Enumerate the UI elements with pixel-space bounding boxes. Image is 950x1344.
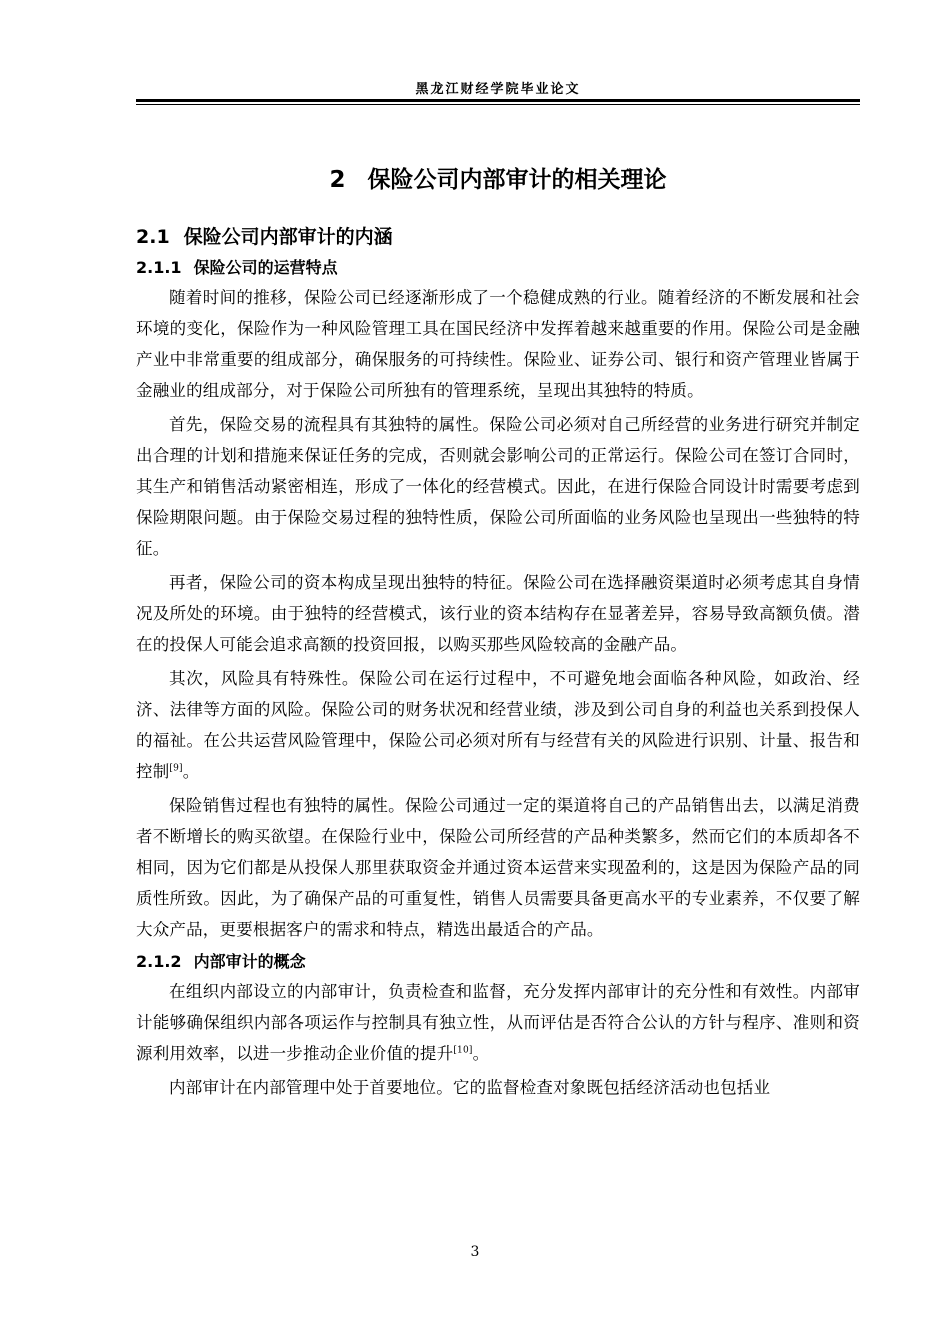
subsection-number: 2.1.2 bbox=[136, 952, 182, 971]
citation-marker[interactable]: [9] bbox=[169, 763, 183, 774]
chapter-number: 2 bbox=[329, 167, 346, 193]
header-rule-thick bbox=[136, 99, 860, 102]
body-paragraph: 随着时间的推移，保险公司已经逐渐形成了一个稳健成熟的行业。随着经济的不断发展和社会环境的变化，保险作为一种风险管理工具在国民经济中发挥着越来越重要的作用。保险公司是金融产业中非常重要的组成部分，确保服务的可持续性。保险业、证券公司、银行和资产管理业皆属于金融业的组成部分，对于保险公司所独有的管理系统，呈现出其独特的特质。 bbox=[136, 288, 860, 400]
paragraph-end: 。 bbox=[472, 1044, 490, 1063]
paragraph-text: 其次，风险具有特殊性。保险公司在运行过程中，不可避免地会面临各种风险，如政治、经济、法律等方面的风险。保险公司的财务状况和经营业绩，涉及到公司自身的利益也关系到投保人的福祉。在公共运营风险管理中，保险公司必须对所有与经营有关的风险进行识别、计量、报告和控制 bbox=[136, 669, 860, 781]
page-content bbox=[136, 158, 860, 1106]
subsection-heading-2-1-2 bbox=[136, 948, 860, 976]
subsection-number: 2.1.1 bbox=[136, 258, 182, 277]
subsection-title: 内部审计的概念 bbox=[193, 952, 306, 971]
body-paragraph: 内部审计在内部管理中处于首要地位。它的监督检查对象既包括经济活动也包括业 bbox=[169, 1078, 771, 1097]
chapter-title: 保险公司内部审计的相关理论 bbox=[367, 167, 667, 193]
citation-marker[interactable]: [10] bbox=[453, 1045, 473, 1056]
header-rule-thin bbox=[136, 104, 860, 105]
body-paragraph bbox=[136, 663, 860, 787]
subsection-heading-2-1-1 bbox=[136, 254, 860, 282]
body-paragraph: 再者，保险公司的资本构成呈现出独特的特征。保险公司在选择融资渠道时必须考虑其自身情况及所处的环境。由于独特的经营模式，该行业的资本结构存在显著差异，容易导致高额负债。潜在的投保人可能会追求高额的投资回报，以购买那些风险较高的金融产品。 bbox=[136, 573, 860, 654]
subsection-title: 保险公司的运营特点 bbox=[193, 258, 338, 277]
body-paragraph bbox=[136, 976, 860, 1069]
section-title: 保险公司内部审计的内涵 bbox=[183, 226, 393, 248]
running-header: 黑龙江财经学院毕业论文 bbox=[415, 82, 581, 97]
body-paragraph: 首先，保险交易的流程具有其独特的属性。保险公司必须对自己所经营的业务进行研究并制定出合理的计划和措施来保证任务的完成，否则就会影响公司的正常运行。保险公司在签订合同时，其生产和销售活动紧密相连，形成了一体化的经营模式。因此，在进行保险合同设计时需要考虑到保险期限问题。由于保险交易过程的独特性质，保险公司所面临的业务风险也呈现出一些独特的特征。 bbox=[136, 415, 860, 558]
paragraph-end: 。 bbox=[182, 762, 200, 781]
page-number: 3 bbox=[470, 1244, 480, 1260]
chapter-heading bbox=[136, 158, 860, 202]
section-number: 2.1 bbox=[136, 226, 170, 248]
paragraph-text: 在组织内部设立的内部审计，负责检查和监督，充分发挥内部审计的充分性和有效性。内部审计能够确保组织内部各项运作与控制具有独立性，从而评估是否符合公认的方针与程序、准则和资源利用效率，以进一步推动企业价值的提升 bbox=[136, 982, 860, 1063]
section-heading-2-1 bbox=[136, 220, 860, 254]
body-paragraph: 保险销售过程也有独特的属性。保险公司通过一定的渠道将自己的产品销售出去，以满足消费者不断增长的购买欲望。在保险行业中，保险公司所经营的产品种类繁多，然而它们的本质却各不相同，因为它们都是从投保人那里获取资金并通过资本运营来实现盈利的，这是因为保险产品的同质性所致。因此，为了确保产品的可重复性，销售人员需要具备更高水平的专业素养，不仅要了解大众产品，更要根据客户的需求和特点，精选出最适合的产品。 bbox=[136, 796, 860, 939]
